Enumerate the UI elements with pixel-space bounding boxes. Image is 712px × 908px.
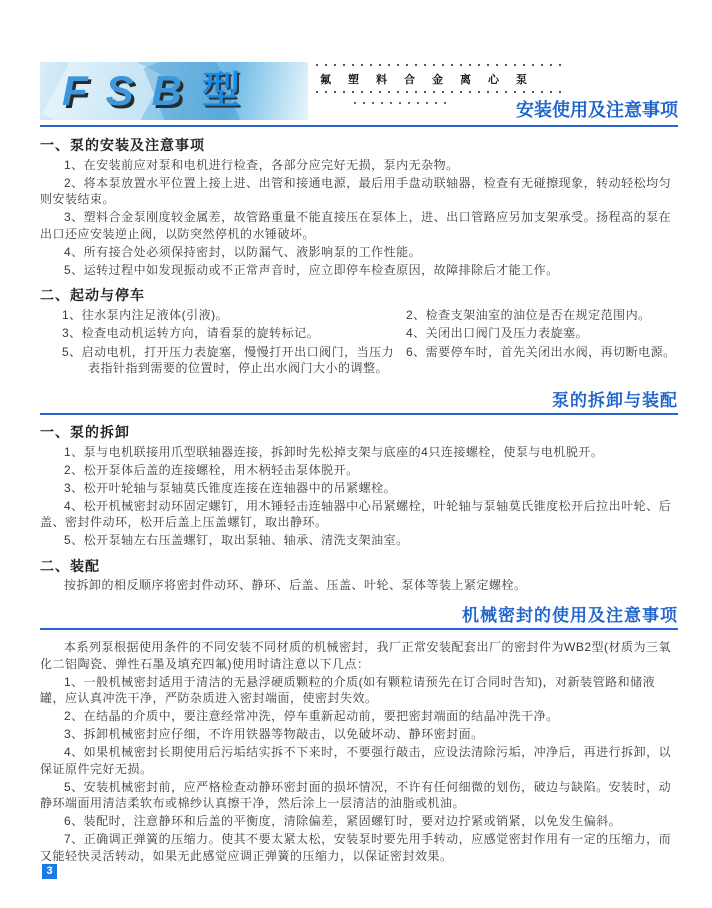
disassembly-item: 2、松开泵体后盖的连接螺栓，用木柄轻击泵体脱开。 (64, 462, 359, 477)
brand-type-char: 型 (202, 70, 241, 112)
start-stop-item: 2、检查支架油室的油位是否在规定范围内。 (406, 307, 651, 322)
brand-banner-inner (40, 62, 308, 120)
heading-assembly: 二、装配 (40, 557, 100, 574)
seal-item: 5、安装机械密封前，应严格检查动静环密封面的损坏情况，不许有任何细微的划伤，破边与缺陷。安装时，动静环端面用清洁柔软布或棉纱认真擦干净，然后涂上一层清洁的油脂或机油。 (40, 779, 672, 810)
start-stop-item: 3、检查电动机运转方向，请看泵的旋转标记。 (62, 326, 320, 340)
section-title-mechanical-seal: 机械密封的使用及注意事项 (40, 608, 678, 631)
section-title-disassembly-assembly: 泵的拆卸与装配 (40, 393, 678, 416)
start-stop-list (40, 307, 678, 379)
install-item: 1、在安装前应对泵和电机进行检查，各部分应完好无损，泵内无杂物。 (64, 157, 459, 172)
disassembly-item: 5、松开泵轴左右压盖螺钉，取出泵轴、轴承、清洗支架油室。 (64, 533, 409, 547)
start-stop-item: 4、关闭出口阀门及压力表旋塞。 (406, 326, 589, 340)
page-header (40, 62, 678, 127)
assembly-text: 按拆卸的相反顺序将密封件动环、静环、后盖、压盖、叶轮、泵体等装上紧定螺栓。 (64, 578, 527, 592)
page-number-badge: 3 (42, 864, 57, 879)
seal-item: 6、装配时，注意静环和后盖的平衡度，清除偏差，紧固螺钉时，要对边拧紧或销紧，以免发生偏斜。 (64, 814, 622, 828)
start-stop-item: 1、往水泵内注足液体(引液)。 (62, 307, 229, 322)
heading-start-stop: 二、起动与停车 (40, 287, 145, 303)
install-item: 2、将本泵放置水平位置上接上进、出管和接通电源，最后用手盘动联轴器，检查有无碰擦现象，转动轻松均匀则安装结束。 (40, 175, 672, 206)
start-stop-item: 5、启动电机，打开压力表旋塞，慢慢打开出口阀门，当压力表指针指到需要的位置时，停止出水阀门大小的调整。 (62, 344, 395, 375)
seal-item: 2、在结晶的介质中，要注意经常冲洗，停车重新起动前，要把密封端面的结晶冲洗干净。 (64, 709, 559, 723)
disassembly-item: 1、泵与电机联接用爪型联轴器连接，拆卸时先松掉支架与底座的4只连接螺栓，使泵与电机脱开。 (64, 444, 604, 459)
brand-letters: FSB (62, 67, 200, 114)
seal-item: 7、正确调正弹簧的压缩力。使其不要太紧太松，安装泵时要先用手转动，应感觉密封作用有一定的压缩力，而又能轻快灵活转动，如果无此感觉应调正弹簧的压缩力，以保证密封效果。 (40, 832, 672, 863)
dotted-line-bottom (316, 91, 566, 93)
seal-item: 1、一般机械密封适用于清洁的无悬浮硬质颗粒的介质(如有颗粒请预先在订合同时告知)，对新装管路和储液罐，应认真冲洗干净，严防杂质进入密封端面，使密封失效。 (40, 674, 656, 705)
page-body (40, 128, 678, 866)
product-name: 氟塑料合金离心泵 (320, 74, 544, 86)
install-item: 5、运转过程中如发现振动或不正常声音时，应立即停车检查原因，故障排除后才能工作。 (64, 262, 559, 277)
disassembly-item: 3、松开叶轮轴与泵轴莫氏锥度连接在连轴器中的吊紧螺栓。 (64, 480, 397, 495)
brand-banner (40, 62, 308, 120)
seal-item: 4、如果机械密封长期使用后污垢结实拆不下来时，不要强行敲击，应设法清除污垢，冲净后，再进行拆卸，以保证原件完好无损。 (40, 745, 672, 776)
install-item: 4、所有接合处必须保持密封，以防漏气、液影响泵的工作性能。 (64, 244, 422, 259)
heading-pump-disassembly: 一、泵的拆卸 (40, 424, 130, 440)
start-stop-item: 6、需要停车时，首先关闭出水阀，再切断电源。 (406, 344, 676, 359)
section-title-install-use: 安装使用及注意事项 (516, 100, 678, 120)
dotted-line-short (354, 102, 449, 104)
heading-install: 一、泵的安装及注意事项 (40, 137, 205, 153)
disassembly-item: 4、松开机械密封动环固定螺钉，用木锤轻击连轴器中心吊紧螺栓，叶轮轴与泵轴莫氏锥度松开后拉出叶轮、后盖、密封件动环，松开后盖上压盖螺钉，取出静环。 (40, 498, 672, 529)
install-item: 3、塑料合金泵刚度较金属差，故管路重量不能直接压在泵体上，进、出口管路应另加支架承受。扬程高的泵在出口还应安装逆止阀，以防突然停机的水锤破坏。 (40, 210, 672, 241)
seal-intro: 本系列泵根据使用条件的不同安装不同材质的机械密封，我厂正常安装配套出厂的密封件为WB2型(材质为三氧化二铝陶瓷、弹性石墨及填充四氟)使用时请注意以下几点： (40, 640, 672, 671)
seal-item: 3、拆卸机械密封应仔细，不许用铁器等物敲击，以免破坏动、静环密封面。 (64, 727, 484, 741)
